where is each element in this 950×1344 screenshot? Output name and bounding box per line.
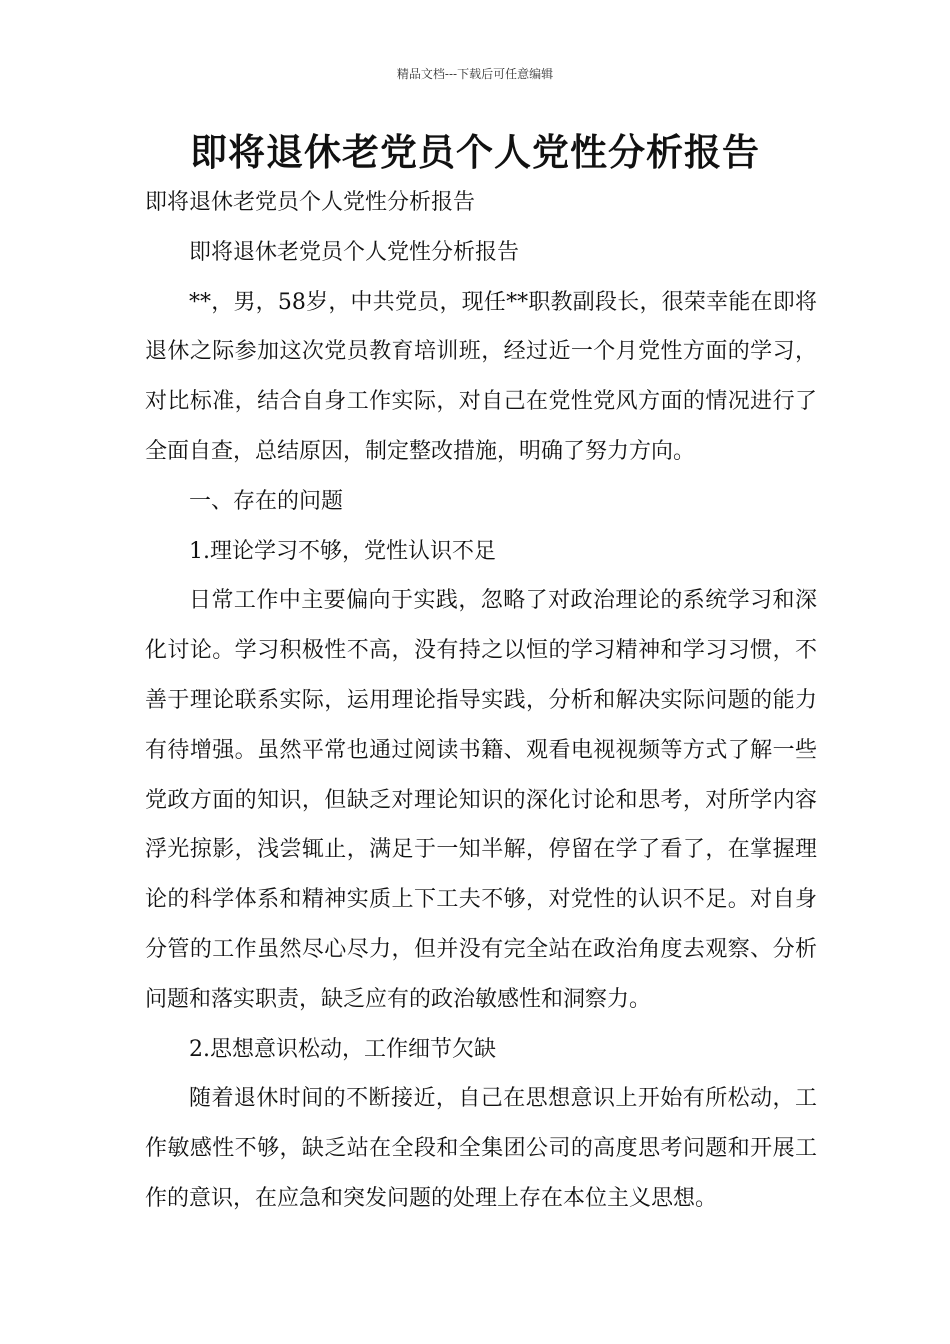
subsection-heading-2: 2.思想意识松动，工作细节欠缺 [189,1036,496,1062]
subtitle-line: 即将退休老党员个人党性分析报告 [145,190,476,215]
page-header: 精品文档---下载后可任意编辑 [396,67,554,81]
body-paragraph-1: 日常工作中主要偏向于实践，忽略了对政治理论的系统学习和深化讨论。学习积极性不高，没有持之以恒的学习精神和学习习惯，不善于理论联系实际，运用理论指导实践，分析和解决实际问题的能力有待增强。虽然平常也通过阅读书籍、观看电视视频等方式了解一些党政方面的知识，但缺乏对理论知识的深化讨论和思考，对所学内容浮光掠影，浅尝辄止，满足于一知半解，停留在学了看了，在掌握理论的科学体系和精神实质上下工夫不够，对党性的认识不足。对自身分管的工作虽然尽心尽力，但并没有完全站在政治角度去观察、分析问题和落实职责，缺乏应有的政治敏感性和洞察力。 [145,588,817,1012]
section-heading: 一、存在的问题 [189,488,344,514]
document-body [145,178,817,1224]
body-paragraph-2: 随着退休时间的不断接近，自己在思想意识上开始有所松动，工作敏感性不够，缺乏站在全段和全集团公司的高度思考问题和开展工作的意识，在应急和突发问题的处理上存在本位主义思想。 [145,1086,817,1211]
heading-line: 即将退休老党员个人党性分析报告 [189,239,520,265]
document-title: 即将退休老党员个人党性分析报告 [190,130,760,174]
subsection-heading-1: 1.理论学习不够，党性认识不足 [189,538,496,564]
intro-paragraph: **，男，58岁，中共党员，现任**职教副段长，很荣幸能在即将退休之际参加这次党员教育培训班，经过近一个月党性方面的学习，对比标准，结合自身工作实际，对自己在党性党风方面的情况进行了全面自查，总结原因，制定整改措施，明确了努力方向。 [145,289,817,464]
